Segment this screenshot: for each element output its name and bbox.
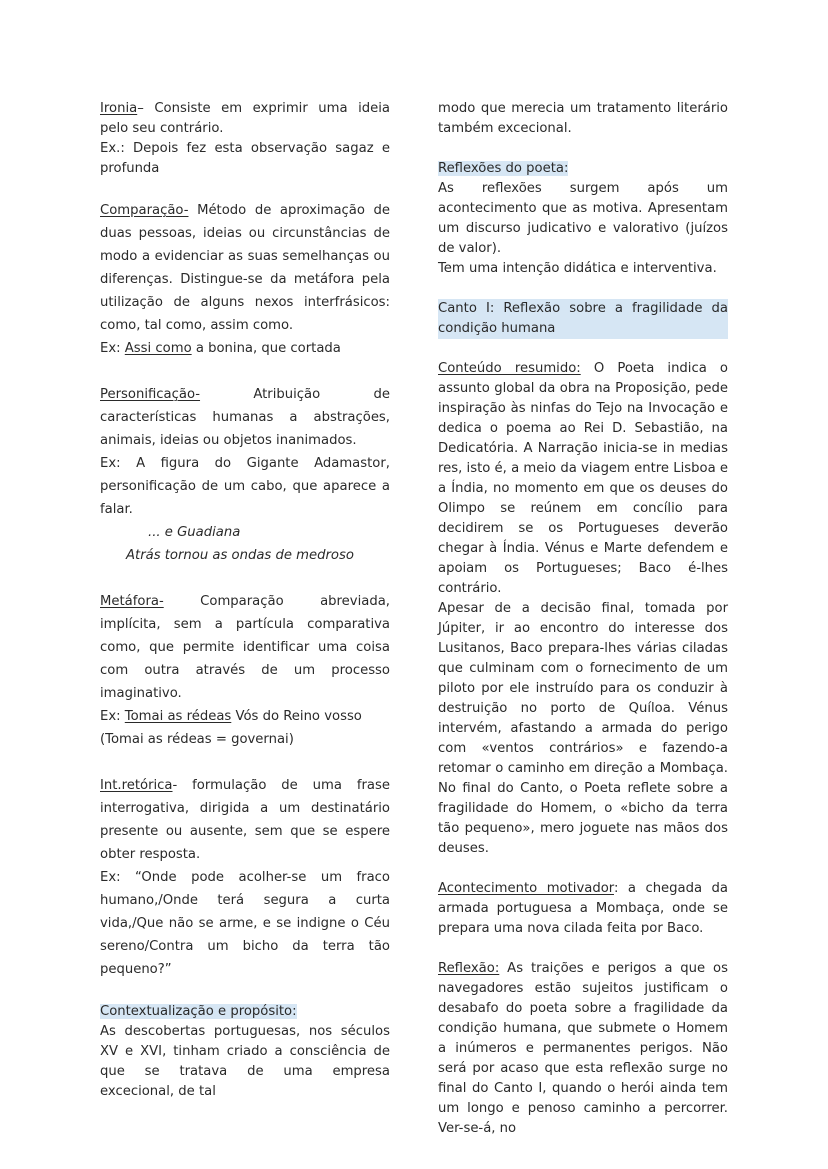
spacer <box>438 859 728 879</box>
ironia-example: Ex.: Depois fez esta observação sagaz e profunda <box>100 141 390 176</box>
ironia-section <box>100 99 390 179</box>
metafora-section <box>100 590 390 751</box>
personificacao-section <box>100 383 390 567</box>
conteudo-text-2: Apesar de a decisão final, tomada por Júpiter, ir ao encontro do interesse dos Lusitanos, Baco prepara-lhes várias ciladas que culminam com o fornecimento de um piloto por ele instruído para os conduzir à destruição no porto de Quíloa. Vénus intervém, afastando a armada do perigo com «ventos contrários» e fazendo-a retomar o caminho em direção a Mombaça. No final do Canto, o Poeta reflete sobre a fragilidade do Homem, o «bicho da terra tão pequeno», mero joguete nas mãos dos deuses. <box>438 601 728 856</box>
contexto-text: As descobertas portuguesas, nos séculos XV e XVI, tinham criado a consciência de que se tratava de uma empresa excecional, de tal <box>100 1024 390 1099</box>
spacer <box>438 339 728 359</box>
canto-heading: Canto I: Reflexão sobre a fragilidade da condição humana <box>438 299 728 339</box>
intretorica-term: Int.retórica <box>100 778 173 793</box>
spacer <box>100 360 390 383</box>
reflexoes-heading: Reflexões do poeta: <box>438 161 569 176</box>
spacer <box>438 279 728 299</box>
spacer <box>438 939 728 959</box>
personificacao-example: Ex: A figura do Gigante Adamastor, personificação de um cabo, que aparece a falar. <box>100 456 390 517</box>
example-underlined: Assi como <box>124 341 192 356</box>
example-prefix: Ex: <box>100 341 125 356</box>
acontecimento-paragraph <box>438 879 728 939</box>
verse-line-1: ... e Guadiana <box>148 525 241 540</box>
example-prefix: Ex: <box>100 709 125 724</box>
metafora-text: Comparação abreviada, implícita, sem a partícula comparativa como, que permite identificar uma coisa com outra através de um processo imaginativo. <box>100 594 390 701</box>
reflexoes-text-2: Tem uma intenção didática e interventiva. <box>438 261 717 276</box>
intretorica-section <box>100 774 390 981</box>
comparacao-definition <box>100 199 390 337</box>
intretorica-text: - formulação de uma frase interrogativa, dirigida a um destinatário presente ou ausente, sem que se espere obter resposta. <box>100 778 390 862</box>
metafora-term: Metáfora- <box>100 594 164 609</box>
metafora-definition <box>100 590 390 705</box>
reflexoes-section <box>438 159 728 279</box>
comparacao-example <box>100 337 390 360</box>
reflexao-section <box>438 959 728 1139</box>
acontecimento-text: : a chegada da armada portuguesa a Mombaça, onde se prepara uma nova cilada feita por Baco. <box>438 881 728 936</box>
spacer <box>100 179 390 199</box>
reflexoes-text-1: As reflexões surgem após um acontecimento que as motiva. Apresentam um discurso judicativo e valorativo (juízos de valor). <box>438 181 728 256</box>
metafora-note: (Tomai as rédeas = governai) <box>100 732 294 747</box>
comparacao-text: Método de aproximação de duas pessoas, ideias ou circunstâncias de modo a evidenciar as suas semelhanças ou diferenças. Distingue-se da metáfora pela utilização de alguns nexos interfrásicos: como, tal como, assim como. <box>100 203 390 333</box>
example-rest: a bonina, que cortada <box>191 341 341 356</box>
conteudo-paragraph <box>438 359 728 599</box>
spacer <box>100 751 390 774</box>
acontecimento-label: Acontecimento motivador <box>438 881 614 896</box>
ironia-text: – Consiste em exprimir uma ideia pelo seu contrário. <box>100 101 390 136</box>
contexto-heading-line <box>100 1002 390 1022</box>
verse-line-2: Atrás tornou as ondas de medroso <box>126 548 354 563</box>
spacer <box>100 567 390 590</box>
contexto-heading: Contextualização e propósito: <box>100 1004 297 1019</box>
personificacao-text: Atribuição de características humanas a abstrações, animais, ideias ou objetos inanimados. <box>100 387 390 448</box>
personificacao-definition <box>100 383 390 452</box>
conteudo-section <box>438 359 728 859</box>
example-rest: Vós do Reino vosso <box>231 709 362 724</box>
intretorica-definition <box>100 774 390 866</box>
continuation-text: modo que merecia um tratamento literário também excecional. <box>438 101 728 136</box>
spacer <box>438 139 728 159</box>
ironia-definition <box>100 99 390 139</box>
intretorica-example: Ex: “Onde pode acolher-se um fraco humano,/Onde terá segura a curta vida,/Que não se arme, e se indigne o Céu sereno/Contra um bicho da terra tão pequeno?” <box>100 870 390 977</box>
comparacao-term: Comparação- <box>100 203 189 218</box>
conteudo-label: Conteúdo resumido: <box>438 361 581 376</box>
acontecimento-section <box>438 879 728 939</box>
contexto-section <box>100 1002 390 1102</box>
canto-section <box>438 299 728 339</box>
reflexoes-heading-line <box>438 159 728 179</box>
reflexao-label: Reflexão: <box>438 961 500 976</box>
example-underlined: Tomai as rédeas <box>124 709 232 724</box>
reflexao-paragraph <box>438 959 728 1139</box>
comparacao-section <box>100 199 390 360</box>
right-column <box>438 99 728 1139</box>
spacer <box>100 981 390 1002</box>
reflexao-text: As traições e perigos a que os navegadores estão sujeitos justificam o desabafo do poeta sobre a fragilidade da condição humana, que submete o Homem a inúmeros e permanentes perigos. Não será por acaso que esta reflexão surge no final do Canto I, quando o herói ainda tem um longo e penoso caminho a percorrer. Ver-se-á, no <box>438 961 728 1136</box>
ironia-term: Ironia <box>100 101 138 116</box>
metafora-example <box>100 705 390 728</box>
personificacao-term: Personificação- <box>100 387 201 402</box>
conteudo-text-1: O Poeta indica o assunto global da obra na Proposição, pede inspiração às ninfas do Tejo na Invocação e dedica o poema ao Rei D. Sebastião, na Dedicatória. A Narração inicia-se in medias res, isto é, a meio da viagem entre Lisboa e a Índia, no momento em que os deuses do Olimpo se reúnem em concílio para decidirem se os Portugueses deverão chegar à Índia. Vénus e Marte defendem e apoiam os Portugueses; Baco é-lhes contrário. <box>438 361 728 596</box>
left-column <box>100 99 390 1102</box>
